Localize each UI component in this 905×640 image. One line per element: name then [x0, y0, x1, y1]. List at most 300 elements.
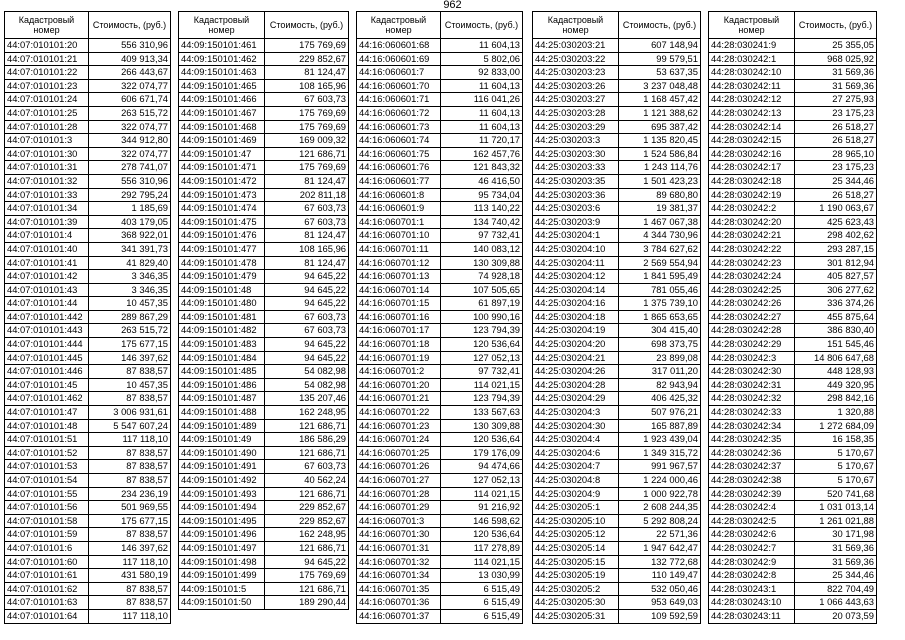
table-row [179, 188, 349, 202]
cost-cell: 31 569,36 [795, 66, 877, 80]
table-row [709, 460, 877, 474]
cadastral-number-cell: 44:25:030203:36 [533, 188, 619, 202]
table-row [709, 134, 877, 148]
table-row [179, 596, 349, 610]
table-row [357, 501, 523, 515]
cadastral-number-cell: 44:07:010101:51 [5, 433, 89, 447]
table-row [5, 365, 171, 379]
cadastral-number-cell: 44:16:060601:75 [357, 147, 441, 161]
cadastral-number-cell: 44:28:030242:35 [709, 433, 795, 447]
cadastral-number-cell: 44:25:030204:9 [533, 487, 619, 501]
table-row [533, 161, 701, 175]
cost-cell: 298 402,62 [795, 229, 877, 243]
table-row [5, 460, 171, 474]
cadastral-number-cell: 44:25:030203:9 [533, 215, 619, 229]
cost-cell: 532 050,46 [619, 582, 701, 596]
cost-cell: 46 416,50 [441, 174, 523, 188]
table-row [533, 270, 701, 284]
cost-cell: 5 802,06 [441, 52, 523, 66]
cadastral-number-cell: 44:16:060701:27 [357, 474, 441, 488]
table-row [5, 582, 171, 596]
table-row [179, 555, 349, 569]
cost-cell: 54 082,98 [265, 378, 349, 392]
table-row [5, 134, 171, 148]
table-row [5, 569, 171, 583]
cadastral-number-cell: 44:16:060701:2 [357, 365, 441, 379]
cadastral-number-cell: 44:16:060601:7 [357, 66, 441, 80]
cost-cell: 27 275,93 [795, 93, 877, 107]
cadastral-number-cell: 44:16:060701:3 [357, 514, 441, 528]
cadastral-number-cell: 44:28:030242:28 [709, 324, 795, 338]
table-row [357, 39, 523, 53]
cost-cell: 19 381,37 [619, 202, 701, 216]
cadastral-number-cell: 44:16:060701:22 [357, 406, 441, 420]
table-row [533, 378, 701, 392]
cadastral-number-cell: 44:07:010101:54 [5, 474, 89, 488]
table-row [5, 270, 171, 284]
cadastral-number-cell: 44:25:030205:1 [533, 501, 619, 515]
cost-cell: 695 387,42 [619, 120, 701, 134]
cost-cell: 781 055,46 [619, 283, 701, 297]
cadastral-number-cell: 44:09:150101:480 [179, 297, 265, 311]
cadastral-number-cell: 44:25:030203:3 [533, 134, 619, 148]
cost-cell: 175 769,69 [265, 39, 349, 53]
cost-cell: 67 603,73 [265, 460, 349, 474]
table-row [357, 202, 523, 216]
table-row [179, 202, 349, 216]
cost-cell: 67 603,73 [265, 324, 349, 338]
table-row [179, 338, 349, 352]
table-row [709, 52, 877, 66]
table-row [357, 215, 523, 229]
cadastral-number-cell: 44:28:030242:27 [709, 310, 795, 324]
table-row [357, 609, 523, 623]
cadastral-number-cell: 44:25:030204:6 [533, 446, 619, 460]
table-row [5, 242, 171, 256]
table-row [5, 528, 171, 542]
table-row [709, 202, 877, 216]
cost-cell: 301 812,94 [795, 256, 877, 270]
table-row [709, 161, 877, 175]
cost-cell: 3 346,35 [89, 270, 171, 284]
cadastral-number-cell: 44:25:030204:20 [533, 338, 619, 352]
cadastral-number-cell: 44:28:030242:37 [709, 460, 795, 474]
cadastral-number-cell: 44:25:030203:30 [533, 147, 619, 161]
cadastral-number-cell: 44:16:060701:34 [357, 569, 441, 583]
cadastral-number-cell: 44:09:150101:494 [179, 501, 265, 515]
table-row [709, 242, 877, 256]
cost-cell: 175 769,69 [265, 161, 349, 175]
cost-cell: 121 686,71 [265, 446, 349, 460]
cadastral-number-cell: 44:25:030204:7 [533, 460, 619, 474]
table-row [179, 270, 349, 284]
cadastral-number-cell: 44:28:030242:1 [709, 52, 795, 66]
cadastral-number-cell: 44:09:150101:489 [179, 419, 265, 433]
cost-cell: 16 158,35 [795, 433, 877, 447]
cost-cell: 114 021,15 [441, 487, 523, 501]
cadastral-number-cell: 44:09:150101:491 [179, 460, 265, 474]
table-row [357, 514, 523, 528]
table-header [357, 12, 523, 39]
table-row [709, 541, 877, 555]
table-row [357, 487, 523, 501]
cost-cell: 263 515,72 [89, 324, 171, 338]
cadastral-number-cell: 44:28:030242:29 [709, 338, 795, 352]
cadastral-number-cell: 44:16:060701:17 [357, 324, 441, 338]
table-row [179, 297, 349, 311]
cadastral-number-cell: 44:07:010101:58 [5, 514, 89, 528]
cadastral-number-cell: 44:09:150101:483 [179, 338, 265, 352]
table-row [5, 474, 171, 488]
table-row [533, 555, 701, 569]
cadastral-number-cell: 44:16:060701:32 [357, 555, 441, 569]
cost-cell: 94 645,22 [265, 283, 349, 297]
cadastral-number-cell: 44:25:030204:26 [533, 365, 619, 379]
cadastral-number-cell: 44:16:060601:69 [357, 52, 441, 66]
table-row [5, 351, 171, 365]
cadastral-number-cell: 44:09:150101:498 [179, 555, 265, 569]
cadastral-number-cell: 44:25:030203:6 [533, 202, 619, 216]
cost-cell: 6 515,49 [441, 596, 523, 610]
cadastral-number-cell: 44:25:030204:10 [533, 242, 619, 256]
cost-cell: 1 066 443,63 [795, 596, 877, 610]
cadastral-number-cell: 44:28:030242:32 [709, 392, 795, 406]
cadastral-number-cell: 44:07:010101:43 [5, 283, 89, 297]
cadastral-number-cell: 44:16:060701:19 [357, 351, 441, 365]
table-row [179, 52, 349, 66]
cost-cell: 87 838,57 [89, 582, 171, 596]
table-row [5, 188, 171, 202]
table-row [179, 310, 349, 324]
cost-cell: 405 827,57 [795, 270, 877, 284]
header-cadastral-number: Кадастровый номер [533, 12, 619, 39]
cost-cell: 1 524 586,84 [619, 147, 701, 161]
cost-cell: 1 261 021,88 [795, 514, 877, 528]
cadastral-number-cell: 44:25:030204:29 [533, 392, 619, 406]
cadastral-number-cell: 44:28:030242:6 [709, 528, 795, 542]
cost-cell: 121 686,71 [265, 487, 349, 501]
cost-cell: 165 887,89 [619, 419, 701, 433]
cadastral-number-cell: 44:25:030205:14 [533, 541, 619, 555]
header-cost: Стоимость, (руб.) [89, 12, 171, 39]
cost-cell: 298 842,16 [795, 392, 877, 406]
cadastral-number-cell: 44:09:150101:469 [179, 134, 265, 148]
cadastral-number-cell: 44:28:030242:33 [709, 406, 795, 420]
cadastral-number-cell: 44:28:030242:11 [709, 79, 795, 93]
cost-cell: 292 795,24 [89, 188, 171, 202]
cost-cell: 507 976,21 [619, 406, 701, 420]
cadastral-number-cell: 44:16:060601:72 [357, 106, 441, 120]
table-row [357, 419, 523, 433]
cadastral-number-cell: 44:25:030204:18 [533, 310, 619, 324]
cadastral-number-cell: 44:07:010101:52 [5, 446, 89, 460]
cost-cell: 1 135 820,45 [619, 134, 701, 148]
table-row [357, 270, 523, 284]
cost-cell: 146 397,62 [89, 351, 171, 365]
cadastral-number-cell: 44:09:150101:488 [179, 406, 265, 420]
cadastral-number-cell: 44:28:030242:19 [709, 188, 795, 202]
table-row [5, 147, 171, 161]
cost-cell: 317 011,20 [619, 365, 701, 379]
cadastral-number-cell: 44:25:030203:28 [533, 106, 619, 120]
table-row [533, 134, 701, 148]
cost-cell: 31 569,36 [795, 555, 877, 569]
cost-cell: 968 025,92 [795, 52, 877, 66]
cadastral-number-cell: 44:28:030242:9 [709, 555, 795, 569]
cost-cell: 132 772,68 [619, 555, 701, 569]
table-row [357, 256, 523, 270]
cadastral-number-cell: 44:07:010101:30 [5, 147, 89, 161]
cost-cell: 162 248,95 [265, 528, 349, 542]
cadastral-number-cell: 44:07:010101:462 [5, 392, 89, 406]
cost-cell: 146 397,62 [89, 541, 171, 555]
cadastral-number-cell: 44:09:150101:478 [179, 256, 265, 270]
cadastral-number-cell: 44:07:010101:442 [5, 310, 89, 324]
table-row [5, 555, 171, 569]
cost-cell: 14 806 647,68 [795, 351, 877, 365]
table-row [5, 609, 171, 623]
cadastral-number-cell: 44:07:010101:44 [5, 297, 89, 311]
cadastral-number-cell: 44:25:030205:12 [533, 528, 619, 542]
cadastral-number-cell: 44:07:010101:23 [5, 79, 89, 93]
table-row [357, 555, 523, 569]
cadastral-number-cell: 44:16:060701:26 [357, 460, 441, 474]
cadastral-number-cell: 44:28:030242:18 [709, 174, 795, 188]
table-row [357, 460, 523, 474]
table-row [179, 229, 349, 243]
cost-cell: 22 571,36 [619, 528, 701, 542]
cost-cell: 169 009,32 [265, 134, 349, 148]
cadastral-number-cell: 44:28:030242:21 [709, 229, 795, 243]
cadastral-number-cell: 44:16:060701:23 [357, 419, 441, 433]
cost-cell: 289 867,29 [89, 310, 171, 324]
cost-cell: 5 170,67 [795, 474, 877, 488]
table-row [709, 351, 877, 365]
table-row [533, 582, 701, 596]
table-row [179, 365, 349, 379]
cadastral-number-cell: 44:09:150101:496 [179, 528, 265, 542]
cost-cell: 322 074,77 [89, 147, 171, 161]
header-cadastral-number: Кадастровый номер [5, 12, 89, 39]
cadastral-number-cell: 44:09:150101:472 [179, 174, 265, 188]
table-row [533, 392, 701, 406]
table-row [179, 324, 349, 338]
table-row [179, 501, 349, 515]
cost-cell: 114 021,15 [441, 378, 523, 392]
cost-cell: 953 649,03 [619, 596, 701, 610]
cadastral-number-cell: 44:28:030242:36 [709, 446, 795, 460]
cadastral-number-cell: 44:16:060701:28 [357, 487, 441, 501]
cost-cell: 186 586,29 [265, 433, 349, 447]
cost-cell: 1 501 423,23 [619, 174, 701, 188]
cost-cell: 175 769,69 [265, 106, 349, 120]
table-row [533, 79, 701, 93]
cadastral-number-cell: 44:16:060701:18 [357, 338, 441, 352]
cost-cell: 135 207,46 [265, 392, 349, 406]
cost-cell: 54 082,98 [265, 365, 349, 379]
table-row [5, 66, 171, 80]
cost-cell: 607 148,94 [619, 39, 701, 53]
cadastral-number-cell: 44:07:010101:59 [5, 528, 89, 542]
table-row [357, 134, 523, 148]
cadastral-number-cell: 44:16:060701:37 [357, 609, 441, 623]
table-row [5, 79, 171, 93]
cost-cell: 109 592,59 [619, 609, 701, 623]
table-row [357, 406, 523, 420]
cadastral-number-cell: 44:16:060701:15 [357, 297, 441, 311]
table-row [179, 147, 349, 161]
header-cost: Стоимость, (руб.) [795, 12, 877, 39]
cadastral-number-cell: 44:07:010101:445 [5, 351, 89, 365]
cost-cell: 130 309,88 [441, 419, 523, 433]
cost-cell: 1 190 063,67 [795, 202, 877, 216]
cost-cell: 455 875,64 [795, 310, 877, 324]
cadastral-number-cell: 44:28:030242:38 [709, 474, 795, 488]
cost-cell: 87 838,57 [89, 528, 171, 542]
table-row [533, 474, 701, 488]
cost-cell: 229 852,67 [265, 501, 349, 515]
cadastral-number-cell: 44:09:150101:463 [179, 66, 265, 80]
cadastral-number-cell: 44:09:150101:476 [179, 229, 265, 243]
cost-cell: 26 518,27 [795, 134, 877, 148]
cadastral-number-cell: 44:07:010101:62 [5, 582, 89, 596]
cadastral-number-cell: 44:25:030203:26 [533, 79, 619, 93]
cost-cell: 11 604,13 [441, 79, 523, 93]
cost-cell: 113 140,22 [441, 202, 523, 216]
cost-cell: 1 923 439,04 [619, 433, 701, 447]
table-row [533, 283, 701, 297]
table-row [709, 310, 877, 324]
table-row [533, 351, 701, 365]
cost-cell: 1 185,69 [89, 202, 171, 216]
cadastral-number-cell: 44:16:060701:12 [357, 256, 441, 270]
cadastral-number-cell: 44:28:030242:5 [709, 514, 795, 528]
cost-cell: 266 443,67 [89, 66, 171, 80]
cadastral-number-cell: 44:25:030205:15 [533, 555, 619, 569]
cost-cell: 134 740,42 [441, 215, 523, 229]
cadastral-number-cell: 44:25:030204:8 [533, 474, 619, 488]
table-row [709, 406, 877, 420]
table-row [709, 446, 877, 460]
table-row [533, 174, 701, 188]
table-row [533, 528, 701, 542]
table-row [709, 487, 877, 501]
cadastral-number-cell: 44:07:010101:20 [5, 39, 89, 53]
cost-cell: 121 686,71 [265, 541, 349, 555]
table-row [357, 161, 523, 175]
table-row [357, 351, 523, 365]
table-row [179, 460, 349, 474]
cost-cell: 3 346,35 [89, 283, 171, 297]
table-row [709, 66, 877, 80]
table-row [709, 419, 877, 433]
table-row [709, 501, 877, 515]
table-row [179, 569, 349, 583]
cost-cell: 1 000 922,78 [619, 487, 701, 501]
table-row [357, 446, 523, 460]
cost-cell: 53 637,35 [619, 66, 701, 80]
cadastral-number-cell: 44:28:030242:8 [709, 569, 795, 583]
cadastral-number-cell: 44:07:010101:25 [5, 106, 89, 120]
table-row [533, 569, 701, 583]
table-row [357, 174, 523, 188]
cadastral-number-cell: 44:25:030204:1 [533, 229, 619, 243]
cost-cell: 117 118,10 [89, 555, 171, 569]
table-header [533, 12, 701, 39]
table-row [533, 609, 701, 623]
cost-cell: 110 149,47 [619, 569, 701, 583]
table-row [709, 596, 877, 610]
table-row [709, 283, 877, 297]
table-row [357, 120, 523, 134]
table-row [5, 487, 171, 501]
cost-cell: 114 021,15 [441, 555, 523, 569]
cost-cell: 5 292 808,24 [619, 514, 701, 528]
cadastral-number-cell: 44:07:010101:446 [5, 365, 89, 379]
cost-cell: 87 838,57 [89, 392, 171, 406]
cadastral-number-cell: 44:09:150101:477 [179, 242, 265, 256]
cadastral-number-cell: 44:25:030204:19 [533, 324, 619, 338]
cadastral-number-cell: 44:28:030242:2 [709, 202, 795, 216]
cadastral-number-cell: 44:09:150101:467 [179, 106, 265, 120]
cadastral-number-cell: 44:25:030203:29 [533, 120, 619, 134]
cost-cell: 123 794,39 [441, 392, 523, 406]
cost-cell: 120 536,64 [441, 528, 523, 542]
cost-cell: 11 604,13 [441, 39, 523, 53]
cost-cell: 1 349 315,72 [619, 446, 701, 460]
cadastral-number-cell: 44:28:030242:39 [709, 487, 795, 501]
cost-cell: 25 355,05 [795, 39, 877, 53]
cadastral-number-cell: 44:07:010101:48 [5, 419, 89, 433]
table-row [709, 324, 877, 338]
table-row [179, 514, 349, 528]
table-row [533, 596, 701, 610]
cost-cell: 11 720,17 [441, 134, 523, 148]
cadastral-number-cell: 44:09:150101:466 [179, 93, 265, 107]
cost-cell: 94 645,22 [265, 297, 349, 311]
cost-cell: 61 897,19 [441, 297, 523, 311]
cost-cell: 991 967,57 [619, 460, 701, 474]
cost-cell: 67 603,73 [265, 202, 349, 216]
cost-cell: 2 569 554,94 [619, 256, 701, 270]
table-row [179, 79, 349, 93]
cadastral-number-cell: 44:09:150101:50 [179, 596, 265, 610]
cost-cell: 11 604,13 [441, 106, 523, 120]
table-row [179, 392, 349, 406]
table-row [709, 474, 877, 488]
cadastral-number-cell: 44:25:030204:21 [533, 351, 619, 365]
table-row [709, 93, 877, 107]
table-row [357, 582, 523, 596]
table-row [533, 514, 701, 528]
cost-cell: 97 732,41 [441, 365, 523, 379]
page-number: 962 [443, 0, 462, 11]
cadastral-number-cell: 44:09:150101:495 [179, 514, 265, 528]
table-row [709, 378, 877, 392]
header-cost: Стоимость, (руб.) [619, 12, 701, 39]
cadastral-number-cell: 44:07:010101:60 [5, 555, 89, 569]
cadastral-number-cell: 44:09:150101:473 [179, 188, 265, 202]
table-row [357, 310, 523, 324]
cadastral-number-cell: 44:25:030204:11 [533, 256, 619, 270]
cost-cell: 127 052,13 [441, 351, 523, 365]
cost-cell: 92 833,00 [441, 66, 523, 80]
table-row [5, 446, 171, 460]
cadastral-number-cell: 44:16:060601:8 [357, 188, 441, 202]
table-row [533, 446, 701, 460]
table-row [179, 39, 349, 53]
cost-cell: 336 374,26 [795, 297, 877, 311]
